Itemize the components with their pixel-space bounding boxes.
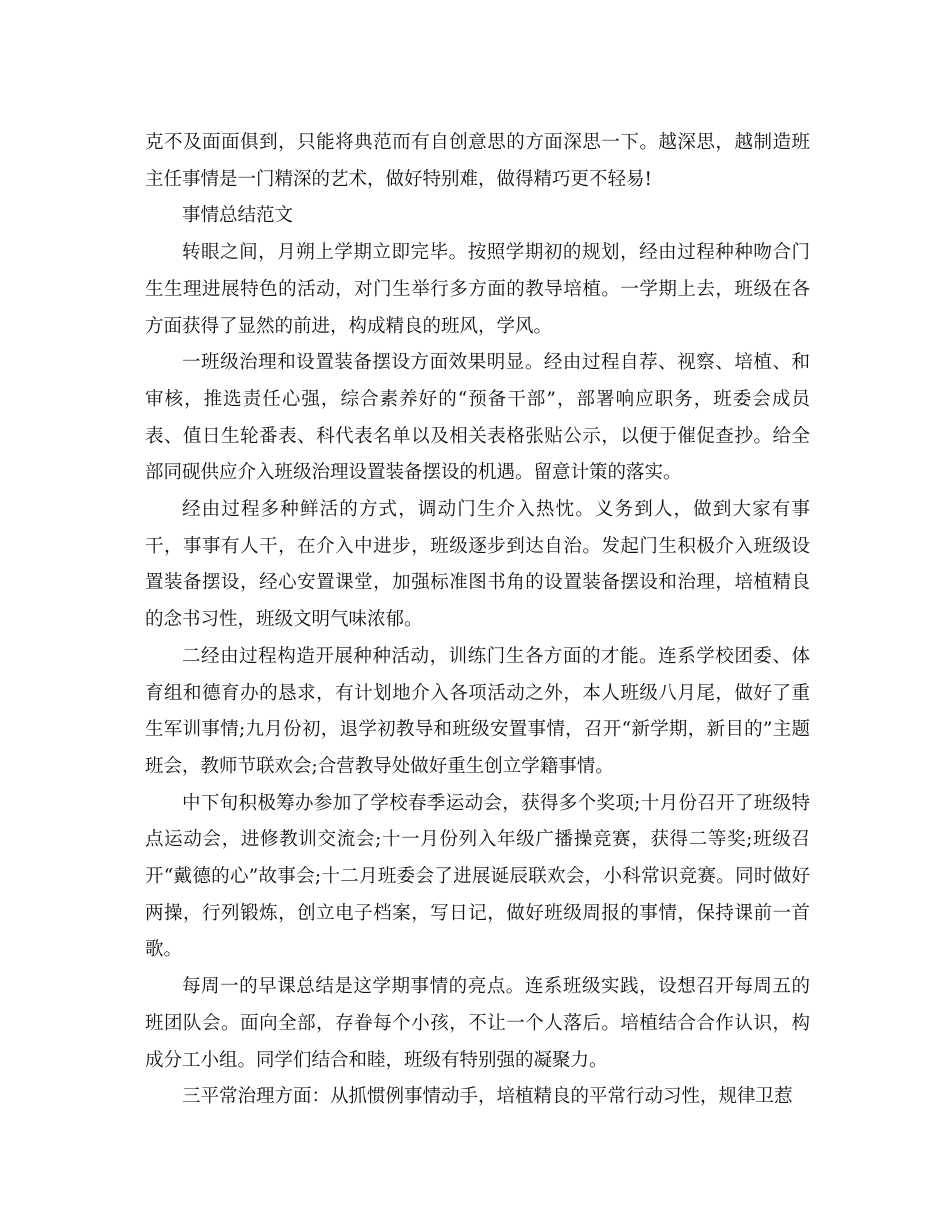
paragraph-daily-management: 三平常治理方面：从抓惯例事情动手，培植精良的平常行动习性，规律卫惹 xyxy=(182,1086,793,1108)
paragraph-intro: 转眼之间，月朔上学期立即完毕。按照学期初的规划，经由过程种种吻合门生生理进展特色的活动，对门生举行多方面的教导培植。一学期上去，班级在各方面获得了显然的前进，构成精良的班风，学风。 xyxy=(145,242,810,337)
paragraph-participation: 经由过程多种鲜活的方式，调动门生介入热忱。义务到人，做到大家有事干，事事有人干，在介入中进步，班级逐步到达自治。发起门生积极介入班级设置装备摆设，经心安置课堂，加强标准图书角的设置装备摆设和治理，培植精良的念书习性，班级文明气味浓郁。 xyxy=(145,499,810,631)
document-body xyxy=(145,125,810,1116)
paragraph-activities: 二经由过程构造开展种种活动，训练门生各方面的才能。连系学校团委、体育组和德育办的恳求，有计划地介入各项活动之外，本人班级八月尾，做好了重生军训事情;九月份初，退学初教导和班级安置事情，召开“新学期，新目的”主题班会，教师节联欢会;合营教导处做好重生创立学籍事情。 xyxy=(145,645,810,777)
paragraph-events: 中下旬积极筹办参加了学校春季运动会，获得多个奖项;十月份召开了班级特点运动会，进修教训交流会;十一月份列入年级广播操竞赛，获得二等奖;班级召开“戴德的心”故事会;十二月班委会了进展诞辰联欢会，小科常识竞赛。同时做好两操，行列锻炼，创立电子档案，写日记，做好班级周报的事情，保持课前一首歌。 xyxy=(145,792,810,961)
section-heading: 事情总结范文 xyxy=(182,205,294,227)
paragraph-class-management: 一班级治理和设置装备摆设方面效果明显。经由过程自荐、视察、培植、和审核，推选责任心强，综合素养好的“预备干部”，部署响应职务，班委会成员表、值日生轮番表、科代表名单以及相关表格张贴公示，以便于催促查抄。给全部同砚供应介入班级治理设置装备摆设的机遇。留意计策的落实。 xyxy=(145,352,810,484)
paragraph-weekly-summary: 每周一的早课总结是这学期事情的亮点。连系班级实践，设想召开每周五的班团队会。面向全部，存眷每个小孩，不让一个人落后。培植结合合作认识，构成分工小组。同学们结合和睦，班级有特别强的凝聚力。 xyxy=(145,976,810,1071)
paragraph-continuation: 克不及面面俱到，只能将典范而有自创意思的方面深思一下。越深思，越制造班主任事情是一门精深的艺术，做好特别难，做得精巧更不轻易! xyxy=(145,132,810,190)
